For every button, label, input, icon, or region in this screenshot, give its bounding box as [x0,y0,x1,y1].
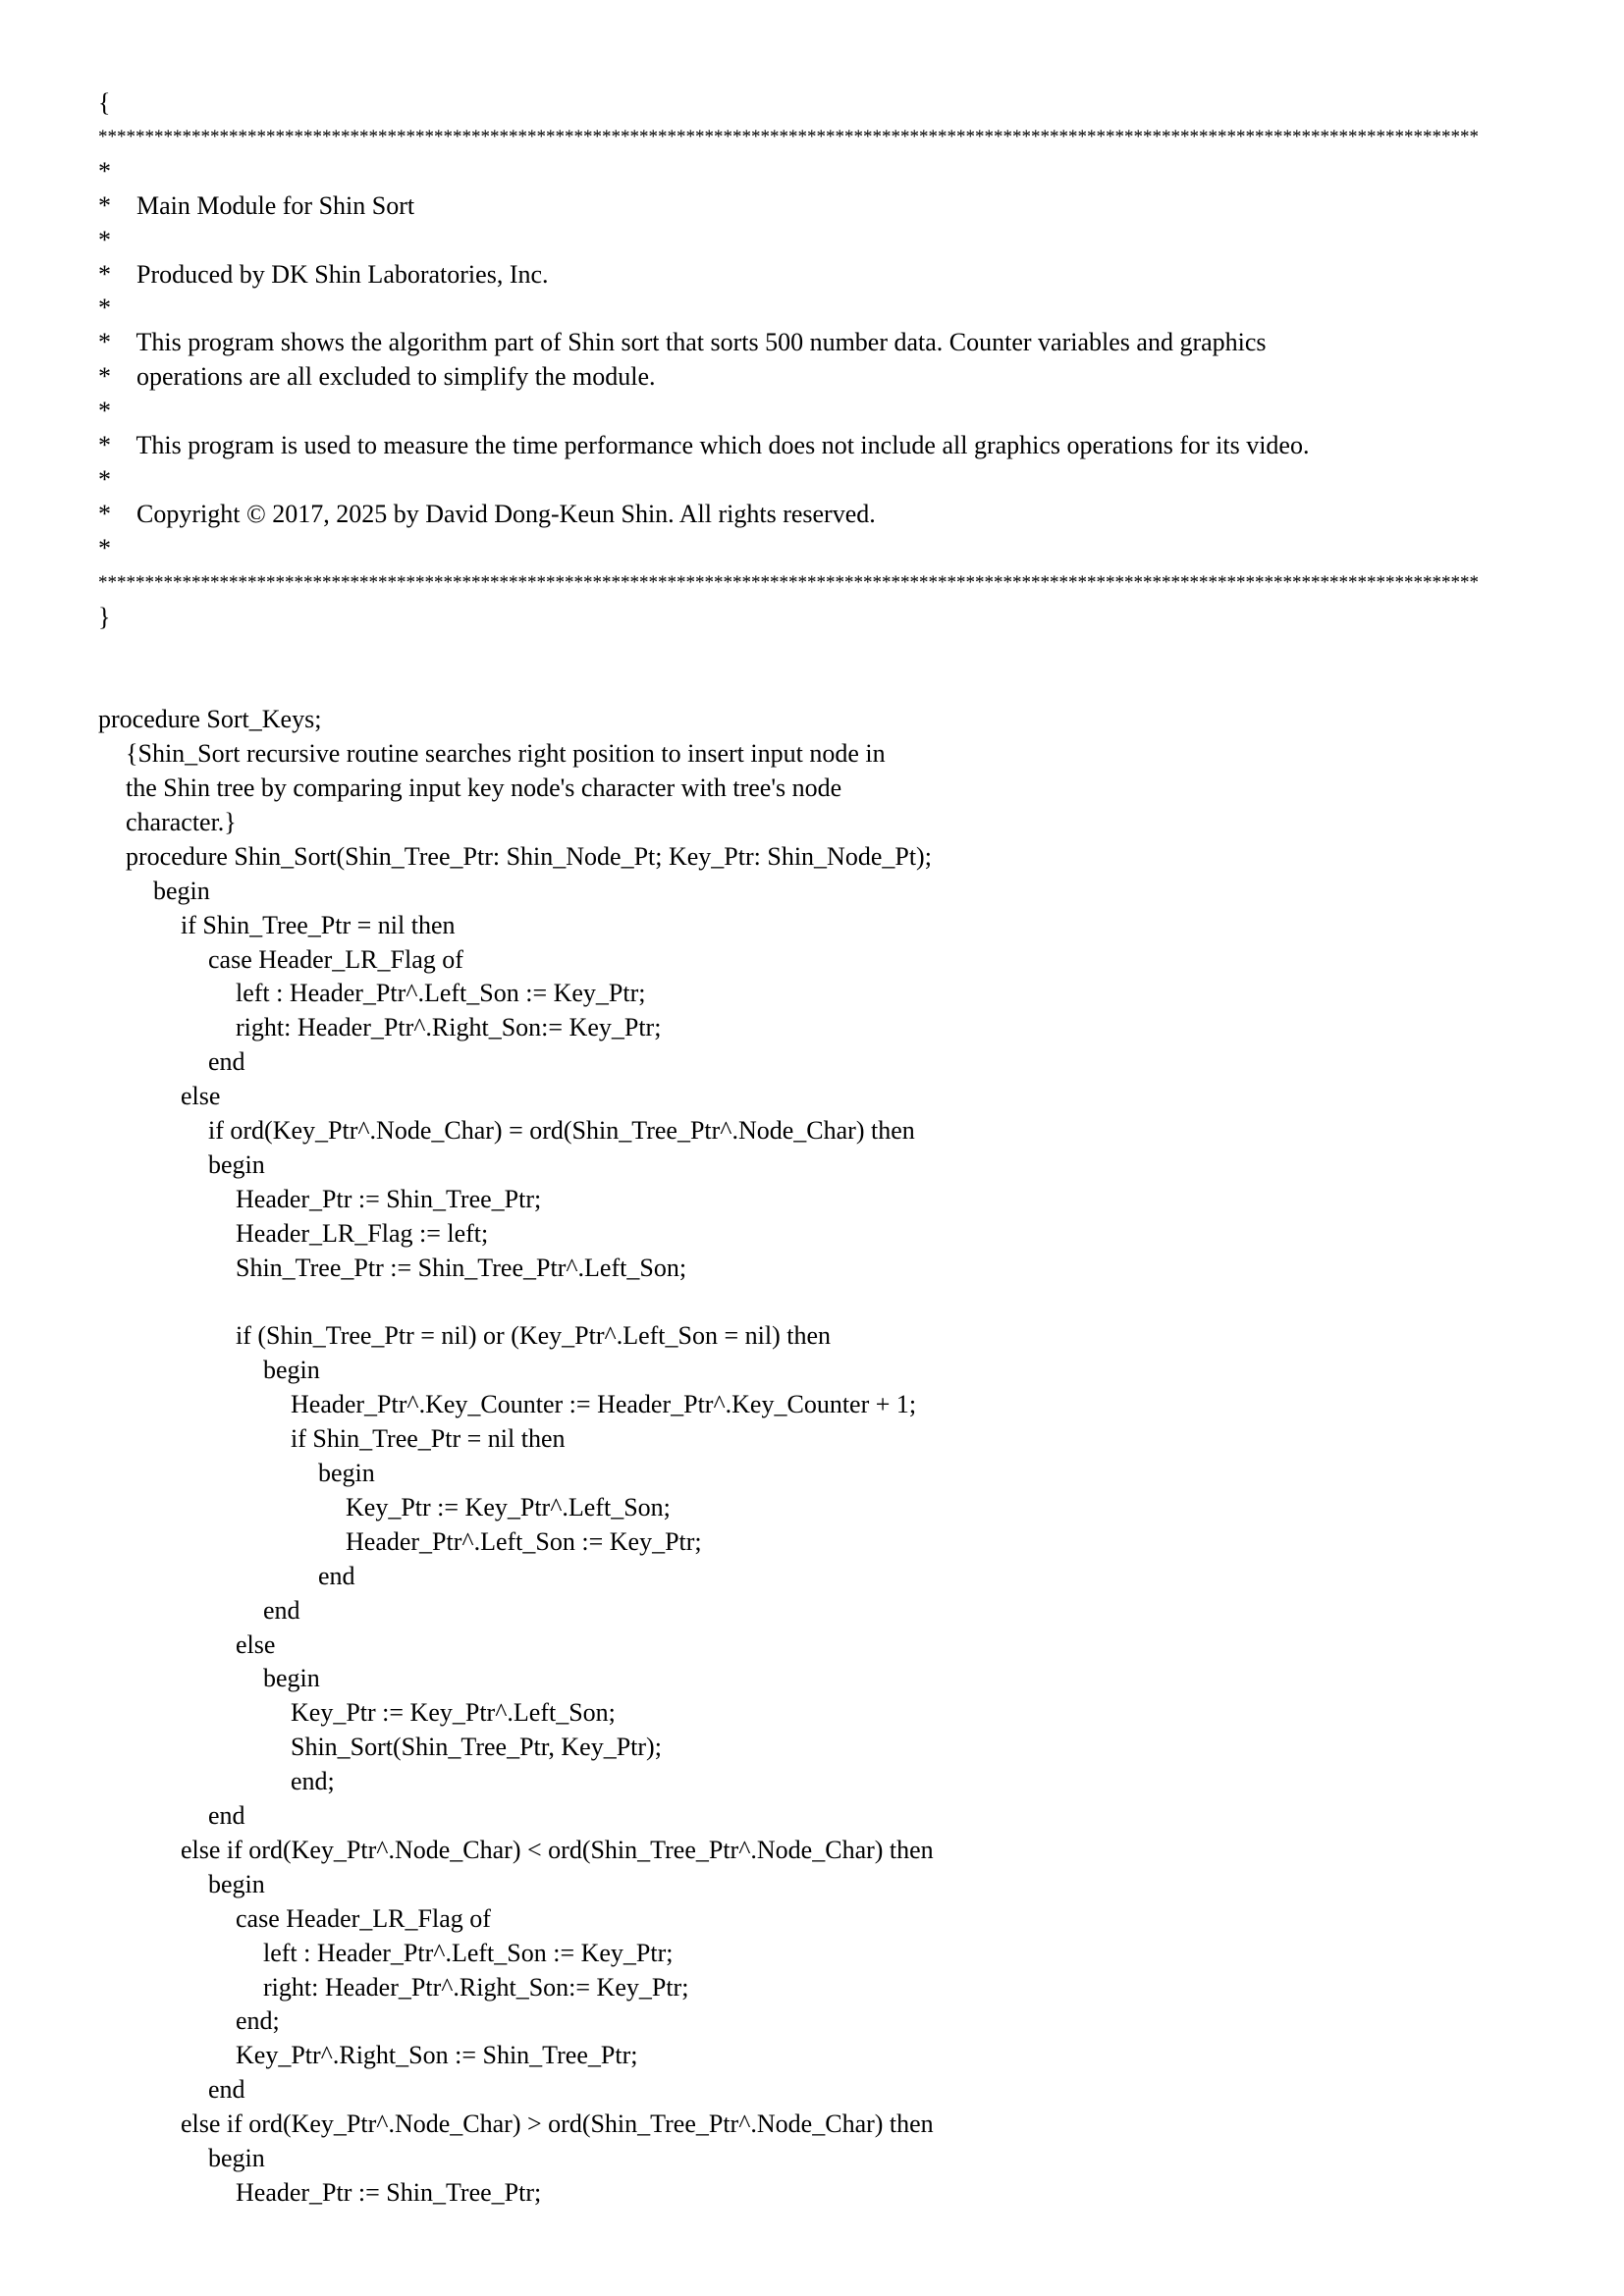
code-line: character.} [126,807,237,836]
code-line: procedure Sort_Keys; [98,705,322,734]
code-line: right: Header_Ptr^.Right_Son:= Key_Ptr; [263,1972,689,2002]
code-line: end [263,1595,300,1625]
code-line: if ord(Key_Ptr^.Node_Char) = ord(Shin_Tree_Ptr^.Node_Char) then [208,1116,915,1145]
code-line: Key_Ptr := Key_Ptr^.Left_Son; [346,1492,671,1522]
code-line: * Copyright © 2017, 2025 by David Dong-Keun Shin. All rights reserved. [98,499,876,528]
code-line: left : Header_Ptr^.Left_Son := Key_Ptr; [263,1938,674,1967]
code-line: * [98,156,111,186]
asterisk-border-line: **************************************************************************************************************************************************** [98,126,1479,147]
code-line: right: Header_Ptr^.Right_Son:= Key_Ptr; [236,1013,662,1042]
code-line: { [98,88,111,117]
code-line: begin [153,876,210,905]
code-line: end; [236,2006,280,2036]
code-line: Header_Ptr := Shin_Tree_Ptr; [236,1184,542,1213]
code-line: * [98,397,111,426]
code-line: * [98,533,111,562]
code-line: the Shin tree by comparing input key node's character with tree's node [126,774,842,802]
code-line: Key_Ptr := Key_Ptr^.Left_Son; [291,1698,616,1728]
code-line: else if ord(Key_Ptr^.Node_Char) > ord(Shin_Tree_Ptr^.Node_Char) then [181,2109,934,2139]
code-line: else [236,1629,276,1659]
code-line: * [98,294,111,323]
code-line: else [181,1082,221,1111]
code-line: * Produced by DK Shin Laboratories, Inc. [98,259,549,289]
code-line: Header_Ptr^.Left_Son := Key_Ptr; [346,1526,702,1556]
asterisk-border-line: **************************************************************************************************************************************************** [98,571,1479,593]
code-line: procedure Shin_Sort(Shin_Tree_Ptr: Shin_Node_Pt; Key_Ptr: Shin_Node_Pt); [126,841,932,871]
code-line: end [208,1047,245,1077]
code-line: begin [208,2144,265,2172]
code-line: begin [263,1356,320,1385]
code-line: } [98,602,111,631]
code-line: if (Shin_Tree_Ptr = nil) or (Key_Ptr^.Left_Son = nil) then [236,1321,832,1351]
code-line: Header_Ptr := Shin_Tree_Ptr; [236,2177,542,2207]
code-line: * [98,464,111,494]
code-line: Shin_Sort(Shin_Tree_Ptr, Key_Ptr); [291,1733,662,1762]
code-line: begin [208,1149,265,1179]
code-line: Shin_Tree_Ptr := Shin_Tree_Ptr^.Left_Son; [236,1253,687,1282]
code-line: left : Header_Ptr^.Left_Son := Key_Ptr; [236,979,646,1008]
code-line: begin [208,1869,265,1898]
code-line: * This program is used to measure the time performance which does not include all graphics operations for its video. [98,431,1310,459]
code-line: * operations are all excluded to simplify the module. [98,362,656,392]
code-line: else if ord(Key_Ptr^.Node_Char) < ord(Shin_Tree_Ptr^.Node_Char) then [181,1835,934,1864]
code-line: case Header_LR_Flag of [236,1903,491,1933]
code-line: {Shin_Sort recursive routine searches right position to insert input node in [126,739,886,769]
code-line: end [208,1801,245,1830]
code-line: Key_Ptr^.Right_Son := Shin_Tree_Ptr; [236,2041,638,2070]
code-line: if Shin_Tree_Ptr = nil then [181,910,456,939]
code-line: * Main Module for Shin Sort [98,190,415,220]
code-line: end [318,1561,355,1590]
code-line: Header_Ptr^.Key_Counter := Header_Ptr^.Key_Counter + 1; [291,1390,917,1419]
code-line: begin [263,1664,320,1693]
code-line: * [98,225,111,254]
code-line: if Shin_Tree_Ptr = nil then [291,1424,566,1454]
code-line: Header_LR_Flag := left; [236,1218,489,1248]
code-line: end; [291,1767,335,1796]
code-line: end [208,2075,245,2105]
code-line: case Header_LR_Flag of [208,944,463,974]
code-line: begin [318,1459,375,1487]
code-line: * This program shows the algorithm part of Shin sort that sorts 500 number data. Counter variables and graphics [98,328,1267,357]
